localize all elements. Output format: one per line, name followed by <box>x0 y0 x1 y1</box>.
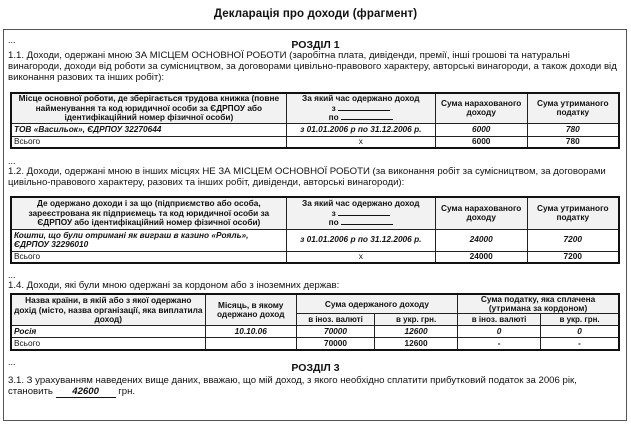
cell-total-withheld: 780 <box>527 136 619 148</box>
cell-accrued: 24000 <box>435 229 527 251</box>
col-header-tax-foreign: в інoз. валюті <box>458 314 541 326</box>
cell-month: 10.10.06 <box>205 326 296 338</box>
cell-tax-foreign: 0 <box>458 326 541 338</box>
cell-place-line1: Кошти, що були отримані як виграш в казино «Рояль», <box>14 229 249 240</box>
period-from-blank <box>338 110 390 111</box>
section3-heading: РОЗДІЛ 3 <box>291 362 340 374</box>
table-foreign-income <box>10 293 620 351</box>
cell-tax-uah: 0 <box>541 326 619 338</box>
cell-total-tax-foreign: - <box>458 338 541 350</box>
paragraph-1-4: 1.4. Доходи, які були мною одержані за кордоном або з іноземних держав: <box>8 280 340 291</box>
cell-country: Росія <box>11 326 205 338</box>
col-header-received-foreign: в інoз. валюті <box>296 314 374 326</box>
cell-accrued: 6000 <box>435 123 527 136</box>
cell-total-period: х <box>286 251 435 263</box>
cell-period: з 01.01.2006 р по 31.12.2006 р. <box>286 123 435 136</box>
table-main-work-income <box>10 92 620 149</box>
table-total-row <box>11 251 619 263</box>
table-total-row <box>11 136 619 148</box>
table-row <box>11 123 619 136</box>
currency-label: грн. <box>118 386 136 397</box>
col-header-accrued: Сума нарахованого доходу <box>435 93 527 123</box>
col-header-period <box>286 93 435 123</box>
col-header-received-uah: в укр. грн. <box>375 314 458 326</box>
ellipsis: ... <box>8 35 16 45</box>
cell-received-uah: 12600 <box>375 326 458 338</box>
period-to-blank <box>341 224 393 225</box>
col-header-place: Де одержано доходи і за що (підприємство або особа, зареєстрована як підприємець та код юридичної особи за ЄДРПОУ або ідентифікаційний номер фізичної особи) <box>11 197 286 229</box>
col-header-tax-sum: Сума податку, яка сплачена (утримана за кордоном) <box>458 294 619 314</box>
cell-place: ТОВ «Васильок», ЄДРПОУ 32270644 <box>11 123 286 136</box>
ellipsis: ... <box>8 156 16 166</box>
paragraph-3-1: 3.1. З урахуванням наведених вище даних, вважаю, що мій доход, з якого необхідно сплатити прибутковий податок за 2006 рік, <box>8 375 577 386</box>
ellipsis: ... <box>8 357 16 367</box>
paragraph-3-1-amount-line <box>8 386 135 398</box>
table-row <box>11 326 619 338</box>
cell-place <box>11 229 286 251</box>
cell-received-foreign: 70000 <box>296 326 374 338</box>
cell-total-accrued: 6000 <box>435 136 527 148</box>
period-label: За який час одержано доход <box>302 198 420 209</box>
col-header-period <box>286 197 435 229</box>
period-from-blank <box>338 215 390 216</box>
cell-total-label: Всього <box>11 338 205 350</box>
col-header-received-sum: Сума одержаного доходу <box>296 294 457 314</box>
page-title: Декларація про доходи (фрагмент) <box>213 8 418 20</box>
cell-total-label: Всього <box>11 251 286 263</box>
table-other-income <box>10 196 620 264</box>
cell-withheld: 780 <box>527 123 619 136</box>
col-header-accrued: Сума нарахованого доходу <box>435 197 527 229</box>
period-label: За який час одержано доход <box>302 93 420 104</box>
cell-total-label: Всього <box>11 136 286 148</box>
section1-heading: РОЗДІЛ 1 <box>291 39 340 51</box>
paragraph-1-2: 1.2. Доходи, одержані мною в інших місцях НЕ ЗА МІСЦЕМ ОСНОВНОЇ РОБОТИ (за виконання робіт за сумісництвом, за договорами цивільно-правового характеру, разових та інших робіт, дивіденди, авторські винагороди): <box>8 166 606 188</box>
cell-withheld: 7200 <box>527 229 619 251</box>
col-header-withheld: Сума утриманого податку <box>527 93 619 123</box>
col-header-tax-uah: в укр. грн. <box>541 314 619 326</box>
table-total-row <box>11 338 619 350</box>
period-from-label: з <box>331 207 336 218</box>
ellipsis: ... <box>8 270 16 280</box>
stanovyt-label: становить <box>8 386 53 397</box>
col-header-month: Місяць, в якому одержано доход <box>205 294 296 326</box>
paragraph-1-1: 1.1. Доходи, одержані мною ЗА МІСЦЕМ ОСНОВНОЇ РОБОТИ (заробітна плата, дивіденди, премії, інші грошові та натуральні винагороди, доходи від роботи за сумісництвом, за договорами цивільно-правового характеру, авторські винагороди, а також доходи від виконання разових та інших робіт): <box>8 50 617 83</box>
period-to-label: по <box>328 216 339 227</box>
cell-total-tax-uah: - <box>541 338 619 350</box>
cell-total-received-foreign: 70000 <box>296 338 374 350</box>
col-header-withheld: Сума утриманого податку <box>527 197 619 229</box>
period-to-blank <box>341 119 393 120</box>
col-header-place: Місце основної роботи, де зберігається трудова книжка (повне найменування та код юридичної особи за ЄДРПОУ або ідентифікаційний номер фізичної особи) <box>11 93 286 123</box>
cell-period: з 01.01.2006 р по 31.12.2006 р. <box>286 229 435 251</box>
cell-place-line2: ЄДРПОУ 32296010 <box>14 239 89 249</box>
period-from-label: з <box>331 102 336 113</box>
tax-amount: 42600 <box>56 386 116 398</box>
col-header-country: Назва країни, в якій або з якої одержано дохід (місто, назва організації, яка виплатила доход) <box>11 294 205 326</box>
cell-total-accrued: 24000 <box>435 251 527 263</box>
cell-total-withheld: 7200 <box>527 251 619 263</box>
period-to-label: по <box>328 111 339 122</box>
cell-total-received-uah: 12600 <box>375 338 458 350</box>
cell-total-month <box>205 338 296 350</box>
table-row <box>11 229 619 251</box>
cell-total-period: х <box>286 136 435 148</box>
